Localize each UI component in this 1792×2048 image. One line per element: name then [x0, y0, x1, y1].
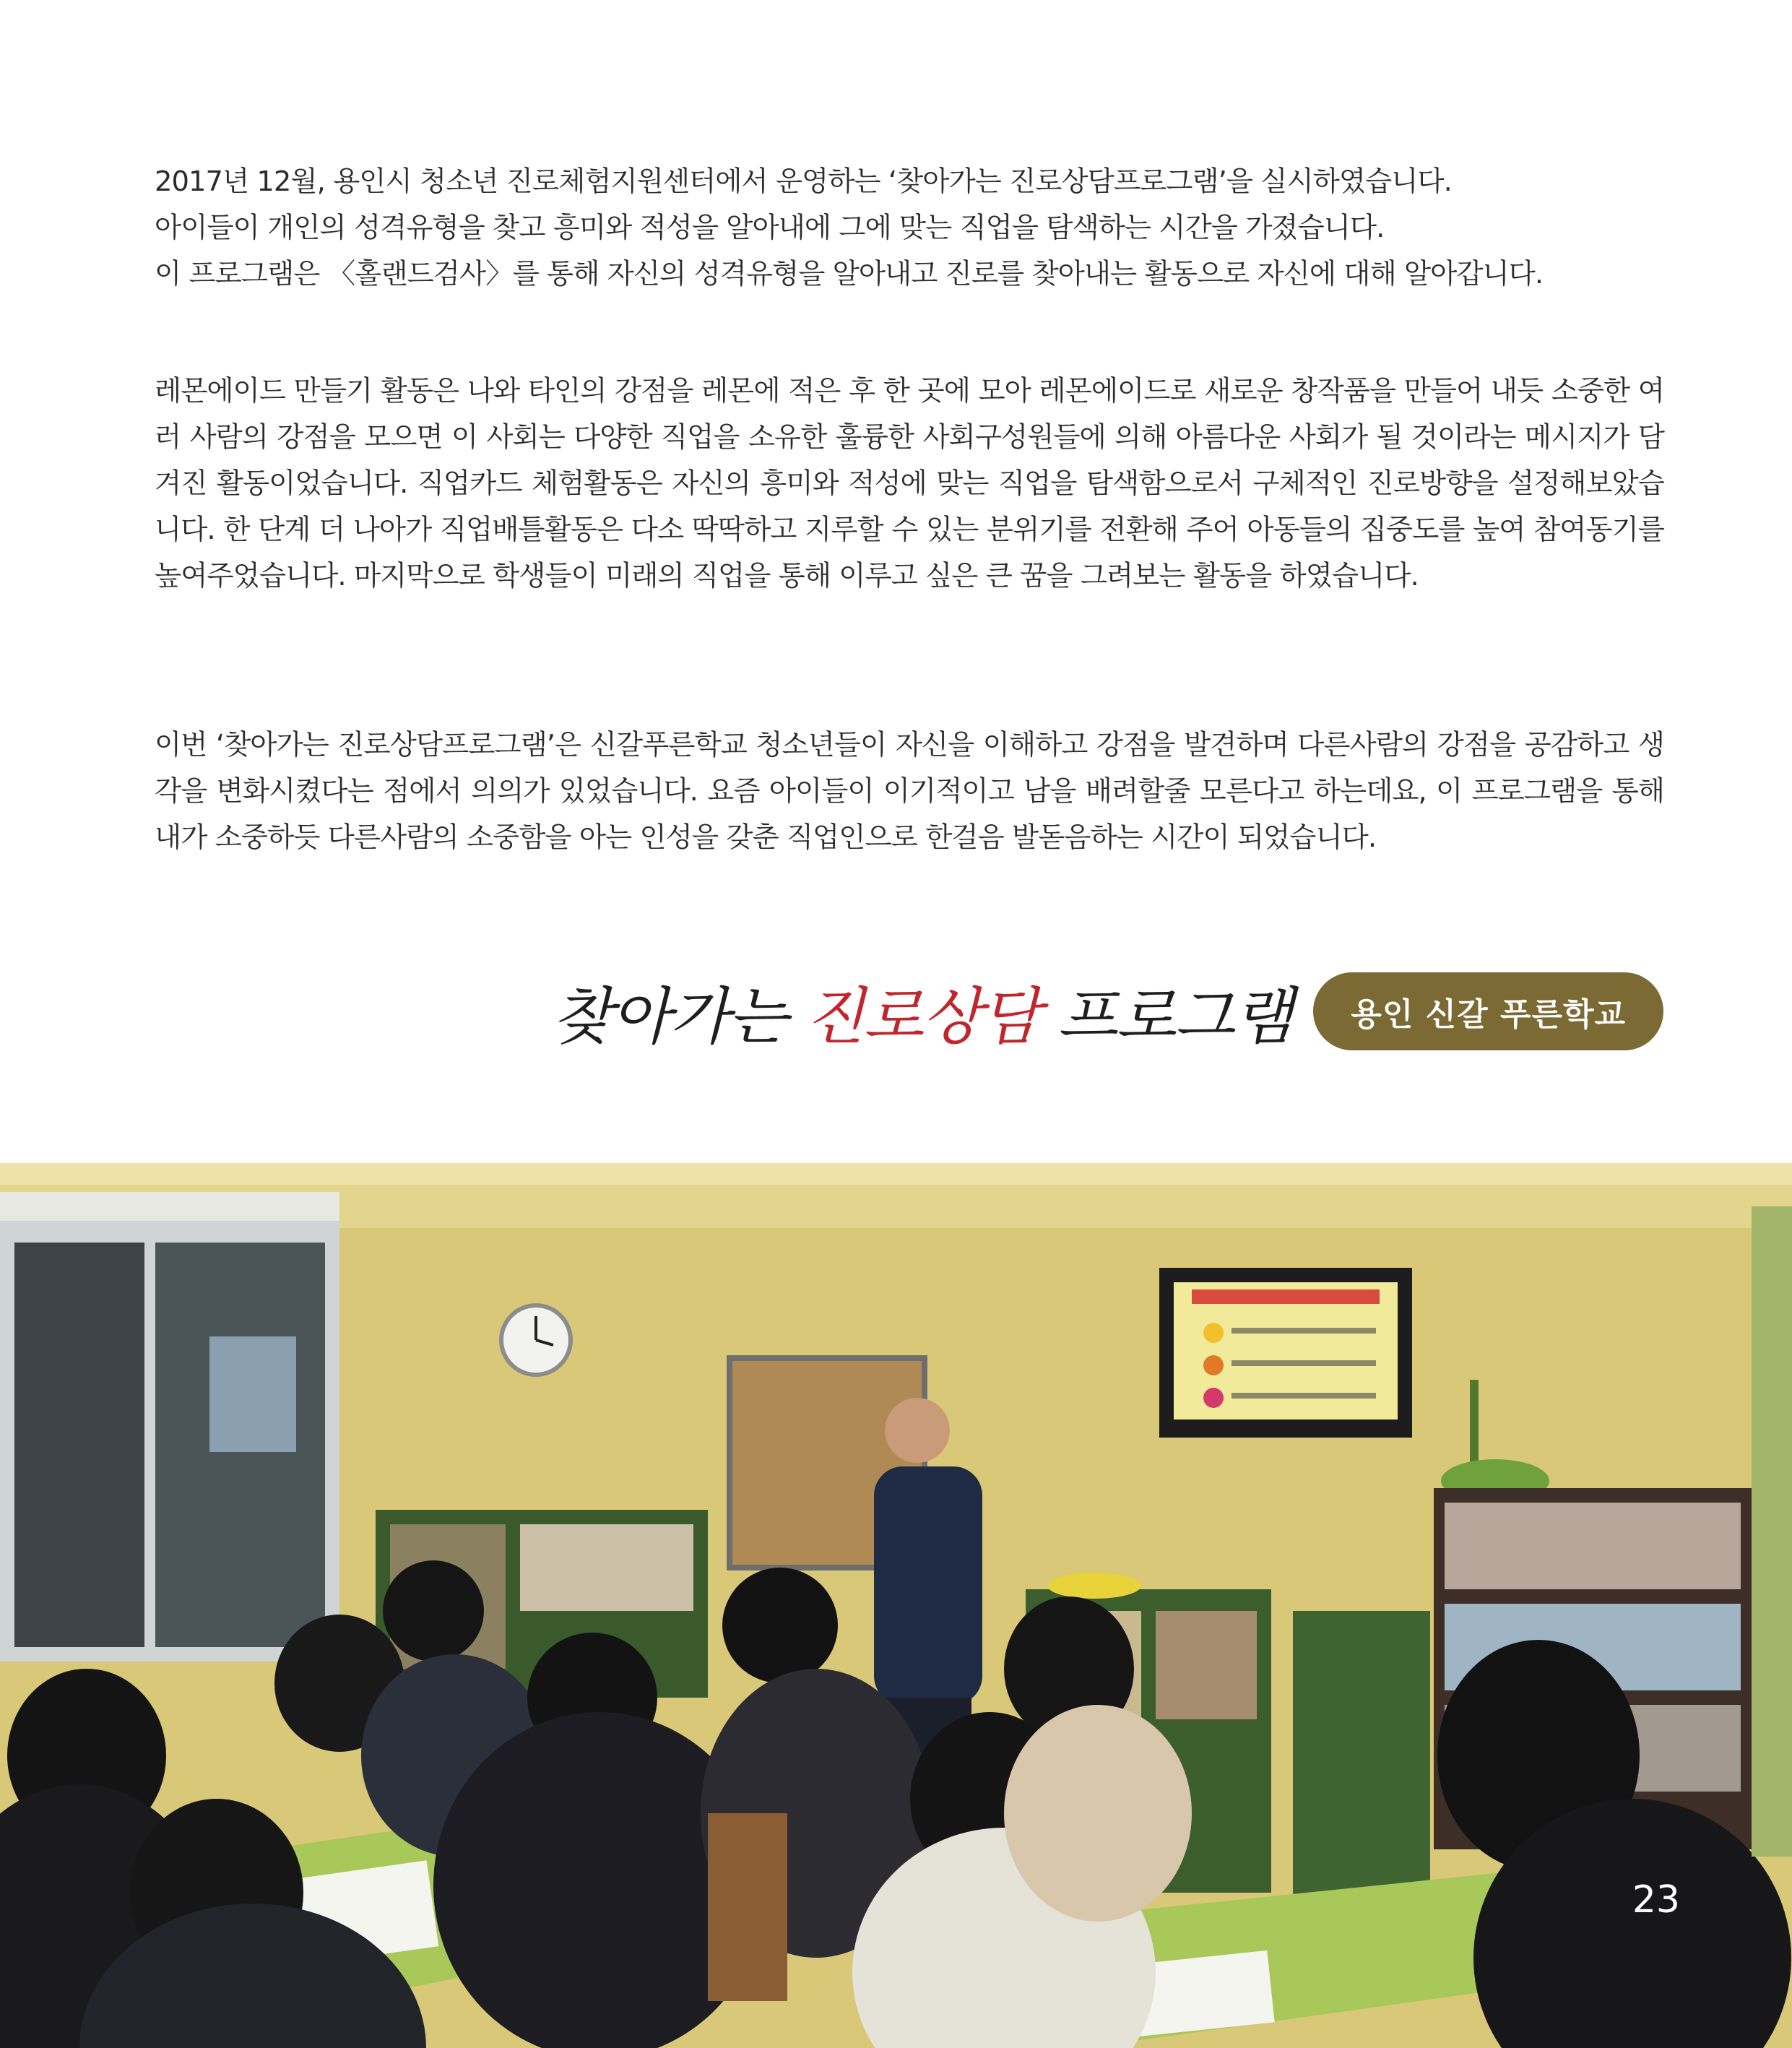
intro-line-2: 아이들이 개인의 성격유형을 찾고 흥미와 적성을 알아내에 그에 맞는 직업을 탐색하는 시간을 가졌습니다. [155, 212, 1385, 244]
intro-paragraph [155, 159, 1664, 298]
classroom-photo [0, 1163, 1792, 2048]
program-summary-paragraph [155, 722, 1664, 861]
section-title-row [553, 968, 1663, 1055]
lemonade-activity-paragraph [155, 368, 1664, 600]
page-number: 23 [1632, 1878, 1680, 1922]
title-part-2: 프로그램 [1039, 981, 1292, 1053]
program-title [553, 967, 1292, 1056]
intro-line-1: 2017년 12월, 용인시 청소년 진로체험지원센터에서 운영하는 ‘찾아가는 진로상담프로그램’을 실시하였습니다. [155, 165, 1452, 198]
paragraph-2-text: 레몬에이드 만들기 활동은 나와 타인의 강점을 레몬에 적은 후 한 곳에 모아 레몬에이드로 새로운 창작품을 만들어 내듯 소중한 여러 사람의 강점을 모으면 이 사회는 다양한 직업을 소유한 훌륭한 사회구성원들에 의해 아름다운 사회가 될 것이라는 메시지가 담겨진 활동이었습니다. 직업카드 체험활동은 자신의 흥미와 적성에 맞는 직업을 탐색함으로서 구체적인 진로방향을 설정해보았습니다. 한 단계 더 나아가 직업배틀활동은 다소 딱딱하고 지루할 수 있는 분위기를 전환해 주어 아동들의 집중도를 높여 참여동기를 높여주었습니다. 마지막으로 학생들이 미래의 직업을 통해 이루고 싶은 큰 꿈을 그려보는 활동을 하였습니다. [155, 375, 1664, 592]
title-part-1: 찾아가는 [552, 981, 805, 1053]
school-badge: 용인 신갈 푸른학교 [1313, 972, 1663, 1050]
title-accent: 진로상담 [805, 981, 1039, 1053]
classroom-photo-illustration [0, 1163, 1792, 2048]
paragraph-3-text: 이번 ‘찾아가는 진로상담프로그램’은 신갈푸른학교 청소년들이 자신을 이해하고 강점을 발견하며 다른사람의 강점을 공감하고 생각을 변화시켰다는 점에서 의의가 있었습니다. 요즘 아이들이 이기적이고 남을 배려할줄 모른다고 하는데요, 이 프로그램을 통해 내가 소중하듯 다른사람의 소중함을 아는 인성을 갖춘 직업인으로 한걸음 발돋음하는 시간이 되었습니다. [155, 729, 1664, 854]
intro-line-3: 이 프로그램은 〈홀랜드검사〉를 통해 자신의 성격유형을 알아내고 진로를 찾아내는 활동으로 자신에 대해 알아갑니다. [155, 258, 1544, 290]
